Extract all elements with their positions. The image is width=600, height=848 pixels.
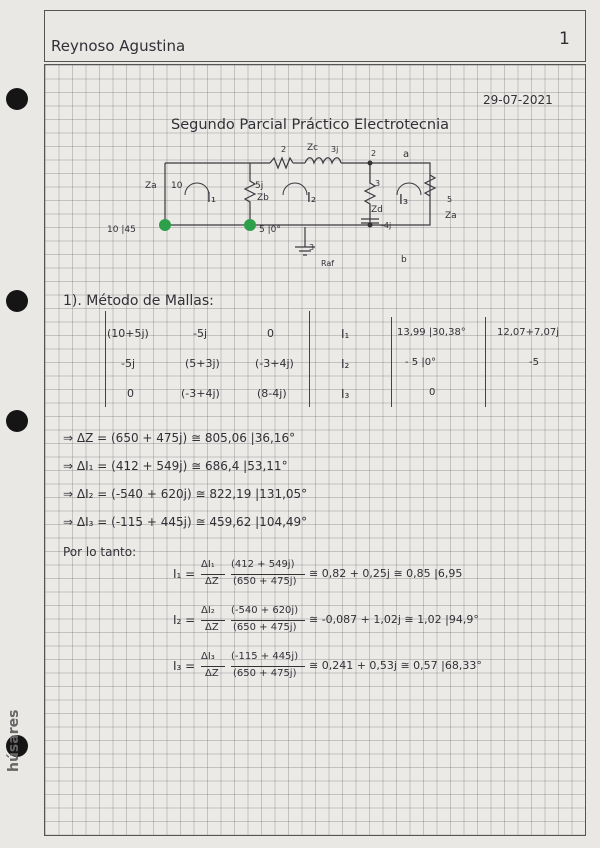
matrix-cell: (8-4j) [257, 387, 287, 400]
source-vector: 0 [429, 387, 436, 398]
source-vector: 13,99 |30,38° [397, 327, 466, 338]
delta-line: ⇒ ΔI₂ = (-540 + 620j) ≅ 822,19 |131,05° [63, 487, 308, 501]
source-rect: -5 [529, 357, 539, 368]
delta-line: ⇒ ΔI₃ = (-115 + 445j) ≅ 459,62 |104,49° [63, 515, 308, 529]
matrix-cell: (-3+4j) [181, 387, 220, 400]
circuit-label: a [403, 149, 410, 160]
source-left-dot [159, 219, 171, 231]
source-rect: 12,07+7,07j [497, 327, 560, 338]
circuit-label: Zc [307, 143, 319, 153]
circuit-label: 3 [375, 179, 381, 188]
page-number: 1 [559, 29, 570, 49]
circuit-label: 5 [447, 195, 453, 204]
circuit-label: 2 [281, 145, 287, 154]
delta-line: ⇒ ΔZ = (650 + 475j) ≅ 805,06 |36,16° [63, 431, 296, 445]
exam-title: Segundo Parcial Práctico Electrotecnia [171, 117, 449, 133]
matrix-cell: -5j [193, 327, 208, 340]
grid-sheet: 29-07-2021 Segundo Parcial Práctico Electrotecnia Za 10 I₁ 5j Zb 2 Zc 3j 2 a I₂ 3 Zd -4j I₃ 5 Za 10 |45 5 |0° 3 Raf b 1). Método de Mallas: (10+5j) -5j 0 -5j (5+3j) (-3+4j) 0 (-3+4j) (8-4j) I₁ I₂ I₃ 13,99 |30,38° - 5 |0° 0 12,07+7,07j -5 ⇒ ΔZ = (650 + 475j) ≅ 805,06 |36,16° ⇒ ΔI₁ = (412 + 549j) ≅ 686,4 |53,11° ⇒ ΔI₂ = (-540 + 620j) ≅ 822,19 |131,05° ⇒ ΔI₃ = (-115 + 445j) ≅ 459,62 |104,49° Por lo tanto: I₁ = ΔI₁ ΔZ (412 + 549j) (650 + 475j) ≅ 0,82 + 0,25j ≅ 0,85 |6,95 I₂ = ΔI₂ ΔZ (-540 + 620j) (650 + 475j) ≅ -0,087 + 1,02j ≅ 1,02 |94,9° I₃ = ΔI₃ ΔZ (-115 + 445j) (650 + 475j) ≅ 0,241 + 0,53j ≅ 0,57 |68,33° [44, 64, 586, 836]
circuit-label: 3j [331, 145, 339, 154]
matrix-cell: 0 [267, 327, 274, 340]
source-mid-label: 5 |0° [259, 225, 281, 235]
source-left-label: 10 |45 [107, 225, 136, 235]
matrix-cell: (-3+4j) [255, 357, 294, 370]
circuit-diagram [45, 65, 585, 285]
circuit-label: -4j [381, 221, 392, 230]
binder-hole [6, 290, 28, 312]
delta-line: ⇒ ΔI₁ = (412 + 549j) ≅ 686,4 |53,11° [63, 459, 288, 473]
brand-logo: húsares [6, 709, 22, 772]
circuit-label: Zd [371, 205, 383, 215]
exam-date: 29-07-2021 [483, 93, 553, 107]
circuit-label: I₂ [307, 191, 317, 206]
binder-hole [6, 88, 28, 110]
mesh-current: I₁ [341, 327, 350, 341]
student-name: Reynoso Agustina [51, 37, 186, 55]
conclusion-label: Por lo tanto: [63, 545, 137, 559]
circuit-label: I₁ [207, 191, 217, 206]
circuit-label: Zb [257, 193, 269, 203]
circuit-label: 2 [371, 149, 377, 158]
circuit-label: Za [445, 211, 457, 221]
circuit-label: b [401, 255, 407, 265]
circuit-label: 5j [255, 181, 264, 191]
mesh-current: I₃ [341, 387, 350, 401]
circuit-label: Za [145, 181, 157, 191]
circuit-label: I₃ [399, 193, 409, 208]
circuit-label: Raf [321, 259, 335, 268]
header-box [44, 10, 586, 62]
matrix-cell: (5+3j) [185, 357, 220, 370]
source-vector: - 5 |0° [405, 357, 437, 368]
matrix-cell: (10+5j) [107, 327, 149, 340]
section-heading: 1). Método de Mallas: [63, 293, 214, 309]
mesh-current: I₂ [341, 357, 350, 371]
binder-hole [6, 410, 28, 432]
circuit-label: 3 [309, 243, 315, 252]
matrix-cell: -5j [121, 357, 136, 370]
source-mid-dot [244, 219, 256, 231]
matrix-cell: 0 [127, 387, 134, 400]
circuit-label: 10 [171, 181, 183, 191]
